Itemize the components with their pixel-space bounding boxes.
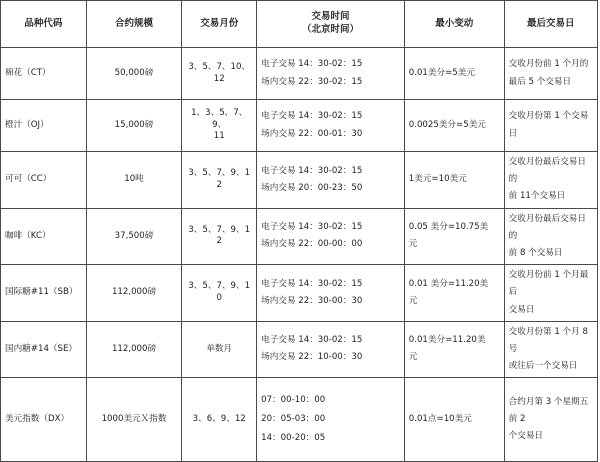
months-line: 3、5、7、9、1 (188, 168, 251, 179)
cell-months (182, 100, 257, 152)
cell-size: 112,000磅 (86, 321, 182, 378)
cell-last-day (504, 378, 597, 462)
cell-size: 10吨 (86, 152, 182, 209)
tick-line: 0.05 美分=10.75美 (408, 222, 489, 233)
cell-months (182, 152, 257, 209)
last-day-line: 个交易日 (508, 431, 544, 442)
time-line: 场内交易 22：30-00：30 (261, 295, 363, 306)
table-row (1, 100, 598, 152)
tick-line: 元 (408, 352, 418, 363)
time-line: 电子交易 14：30-02：15 (261, 165, 363, 176)
cell-time (257, 100, 405, 152)
cell-code: 可可（CC） (1, 152, 87, 209)
header-code: 品种代码 (1, 1, 87, 48)
header-last-day: 最后交易日 (504, 1, 597, 48)
cell-size: 50,000磅 (86, 48, 182, 100)
cell-time (257, 321, 405, 378)
time-line: 电子交易 14：30-02：15 (261, 59, 363, 70)
cell-months (182, 208, 257, 265)
time-line: 电子交易 14：30-02：15 (261, 111, 363, 122)
cell-tick (404, 378, 504, 462)
table-row (1, 321, 598, 378)
cell-code: 美元指数（DX） (1, 378, 87, 462)
tick-line: 0.01美分=11.20美 (408, 335, 486, 346)
time-line: 电子交易 14：30-02：15 (261, 278, 363, 289)
last-day-line: 最后 5 个交易日 (508, 76, 572, 87)
header-tick: 最小变动 (404, 1, 504, 48)
table-row (1, 152, 598, 209)
time-line: 电子交易 14：30-02：15 (261, 222, 363, 233)
last-day-line: 前 11个交易日 (508, 191, 566, 202)
months-line: 11 (213, 131, 225, 142)
cell-last-day (504, 48, 597, 100)
tick-line: 0.01点=10美元 (408, 414, 472, 425)
last-day-line: 合约月第 3 个星期五前 2 (508, 396, 589, 425)
time-line: 场内交易 22：30-02：15 (261, 76, 363, 87)
last-day-line: 交收月份第 1 个交易日 (508, 111, 589, 139)
last-day-line: 交收月份第 1 个月 8 号 (508, 326, 588, 354)
cell-last-day (504, 152, 597, 209)
cell-last-day (504, 208, 597, 265)
time-line: 场内交易 22：00-01：30 (261, 128, 363, 139)
time-line: 场内交易 22：10-00：30 (261, 352, 363, 363)
cell-months (182, 265, 257, 322)
cell-size: 112,000磅 (86, 265, 182, 322)
cell-tick (404, 152, 504, 209)
months-line: 2 (216, 236, 222, 247)
table-row (1, 208, 598, 265)
months-line: 3、5、7、9、1 (188, 224, 251, 235)
tick-line: 0.01 美分=11.20美 (408, 278, 489, 289)
cell-time (257, 378, 405, 462)
header-row (1, 1, 598, 48)
cell-size: 15,000磅 (86, 100, 182, 152)
months-line: 12 (213, 73, 225, 84)
months-line: 0 (216, 292, 222, 303)
time-line: 14：00-20：05 (261, 433, 326, 444)
cell-time (257, 152, 405, 209)
header-size: 合约规模 (86, 1, 182, 48)
months-line: 1、3、5、7、9、 (191, 108, 248, 130)
months-line: 2 (216, 179, 222, 190)
cell-last-day (504, 100, 597, 152)
tick-line: 1美元=10美元 (408, 174, 467, 185)
cell-time (257, 265, 405, 322)
months-line: 3、5、7、9、1 (188, 281, 251, 292)
time-line: 场内交易 20：00-23：50 (261, 182, 363, 193)
last-day-line: 交收月份最后交易日的 (508, 157, 586, 185)
time-line: 07：00-10：00 (261, 395, 326, 406)
cell-code: 咖啡（KC） (1, 208, 87, 265)
cell-code: 橙汁（OJ） (1, 100, 87, 152)
tick-line: 元 (408, 239, 418, 250)
cell-tick (404, 48, 504, 100)
cell-months (182, 378, 257, 462)
header-time (257, 1, 405, 48)
cell-tick (404, 265, 504, 322)
last-day-line: 交易日 (508, 304, 535, 315)
table-row (1, 265, 598, 322)
last-day-line: 交收月份最后交易日的 (508, 213, 586, 241)
cell-code: 国内糖#14（SE） (1, 321, 87, 378)
cell-code: 国际糖#11（SB） (1, 265, 87, 322)
header-time-subtitle: （北京时间） (301, 24, 359, 35)
cell-months (182, 321, 257, 378)
cell-size: 1000美元Ｘ指数 (86, 378, 182, 462)
months-line: 3、5、7、10、 (188, 61, 251, 72)
cell-last-day (504, 265, 597, 322)
tick-line: 元 (408, 295, 418, 306)
cell-tick (404, 208, 504, 265)
cell-size: 37,500磅 (86, 208, 182, 265)
last-day-line: 交收月份前 1 个月的 (508, 59, 589, 70)
cell-code: 棉花（CT） (1, 48, 87, 100)
months-line: 单数月 (206, 343, 233, 354)
tick-line: 0.0025美分=5美元 (408, 119, 486, 130)
header-time-title: 交易时间 (311, 11, 350, 23)
table-row (1, 48, 598, 100)
cell-last-day (504, 321, 597, 378)
cell-time (257, 208, 405, 265)
last-day-line: 或往后一个交易日 (508, 361, 578, 372)
table-body (1, 48, 598, 462)
time-line: 20：05-03：00 (261, 414, 326, 425)
cell-tick (404, 321, 504, 378)
header-months: 交易月份 (182, 1, 257, 48)
cell-time (257, 48, 405, 100)
last-day-line: 交收月份前 1 个月最后 (508, 270, 589, 298)
cell-tick (404, 100, 504, 152)
time-line: 场内交易 22：00-00：00 (261, 239, 363, 250)
table-row (1, 378, 598, 462)
tick-line: 0.01美分=5美元 (408, 67, 475, 78)
last-day-line: 前 8 个交易日 (508, 247, 563, 258)
months-line: 3、6、9、12 (192, 413, 246, 424)
cell-months (182, 48, 257, 100)
time-line: 电子交易 14：30-02：15 (261, 335, 363, 346)
